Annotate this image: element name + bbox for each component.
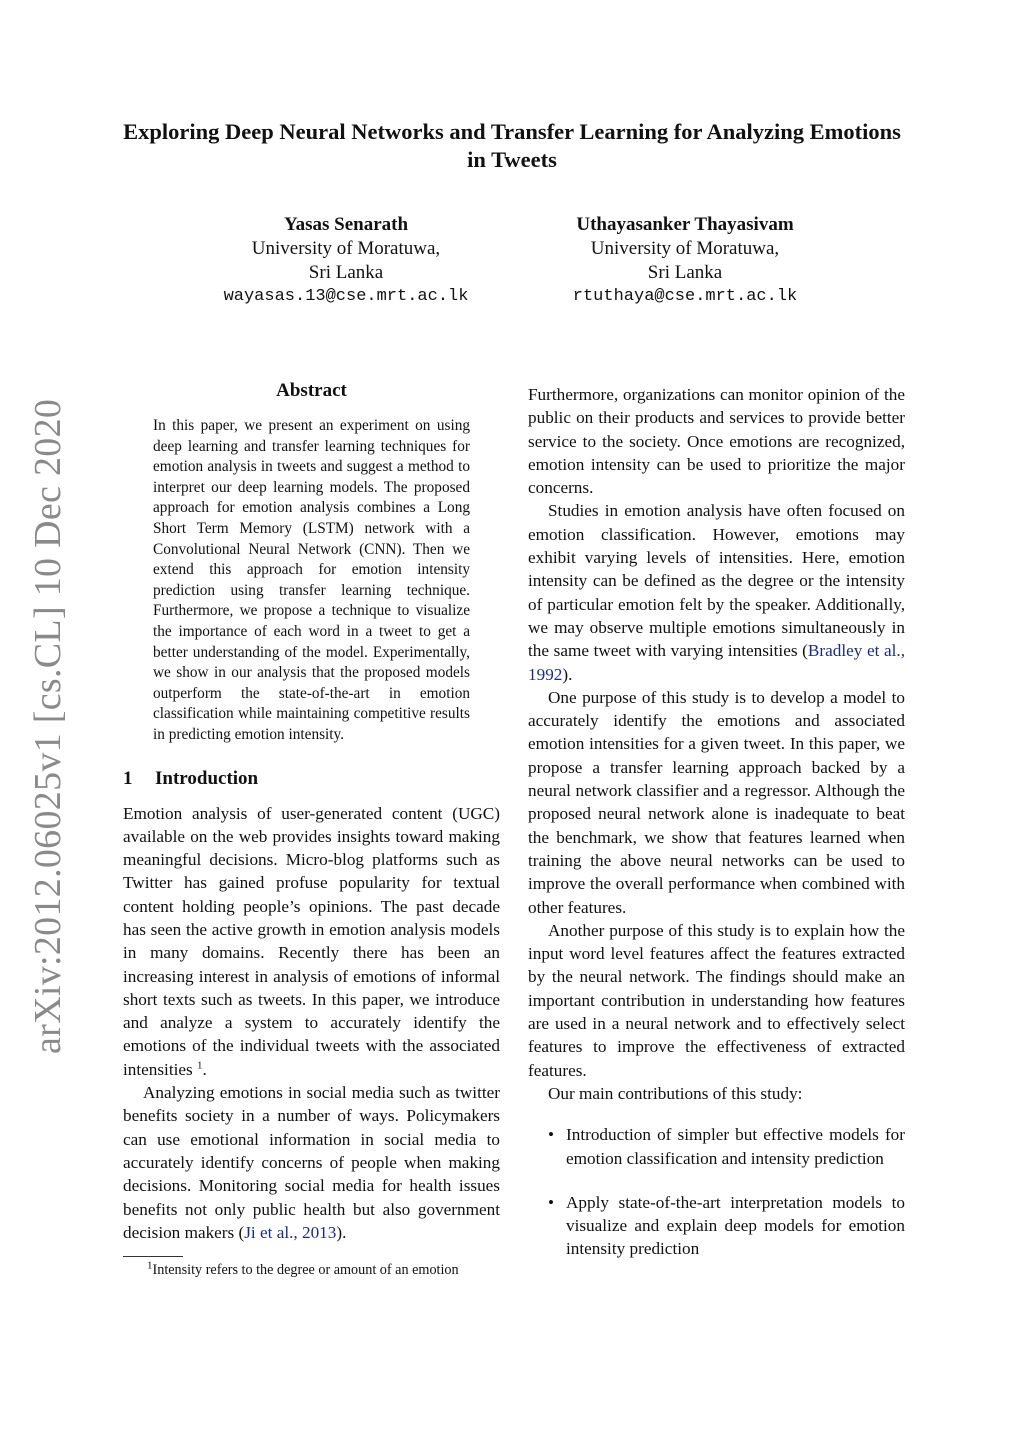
left-column <box>123 380 500 1279</box>
author-name: Yasas Senarath <box>283 214 409 235</box>
intro-paragraph <box>123 802 500 1082</box>
footnote-number: 1 <box>147 1259 153 1272</box>
abstract-text: In this paper, we present an experiment on using deep learning and transfer learning techniques for emotion analysis in tweets and suggest a method to interpret our deep learning models. The proposed approach for emotion analysis combines a Long Short Term Memory (LSTM) network with a Convolutional Neural Network (CNN). Then we extend this approach for emotion intensity prediction using transfer learning technique. Furthermore, we propose a technique to visualize the importance of each word in a tweet to get a better understanding of the model. Experimentally, we show in our analysis that the proposed models outperform the state-of-the-art in emotion classification while maintaining competitive results in predicting emotion intensity. <box>153 417 470 743</box>
paper-title: Exploring Deep Neural Networks and Transfer Learning for Analyzing Emotions in Tweets <box>123 119 901 172</box>
list-item <box>528 1123 905 1170</box>
paragraph-text: Analyzing emotions in social media such as twitter benefits society in a number of ways. Policymakers can use emotional information in social media to accurately identify concerns of people when making decisions. Monitoring social media for health issues benefits not only public health but also government decision makers ( <box>123 1083 500 1242</box>
arxiv-identifier: arXiv:2012.06025v1 [cs.CL] 10 Dec 2020 <box>27 398 69 1054</box>
intro-paragraph: Furthermore, organizations can monitor opinion of the public on their products and services to provide better service to the society. Once emotions are recognized, emotion intensity can be used to prioritize the major concerns. <box>528 385 905 498</box>
list-item <box>528 1191 905 1261</box>
right-column <box>528 383 905 1282</box>
list-item-text: Apply state-of-the-art interpretation models to visualize and explain deep models for emotion intensity prediction <box>566 1192 905 1259</box>
abstract-heading: Abstract <box>276 380 347 401</box>
intro-paragraph <box>123 1081 500 1244</box>
intro-paragraph: One purpose of this study is to develop a model to accurately identify the emotions and associated emotion intensities for a given tweet. In this paper, we propose a transfer learning approach backed by a neural network classifier and a regressor. Although the proposed neural network alone is inadequate to beat the benchmark, we show that features learned when training the above neural networks can be used to improve the overall performance when combined with other features. <box>528 687 905 917</box>
section-title: Introduction <box>155 767 259 789</box>
citation-link[interactable]: Bradley et al., 1992 <box>528 641 906 684</box>
citation-link[interactable]: Ji et al., 2013 <box>244 1222 337 1242</box>
intro-paragraph: Our main contributions of this study: <box>548 1083 803 1103</box>
author-name: Uthayasanker Thayasivam <box>576 214 794 235</box>
author-email: wayasas.13@cse.mrt.ac.lk <box>223 287 469 306</box>
footnote-text: Intensity refers to the degree or amount of an emotion <box>152 1262 459 1279</box>
paragraph-text: Emotion analysis of user-generated content (UGC) available on the web provides insights toward making meaningful decisions. Micro-blog platforms such as Twitter has gained profuse popularity for textual content holding people’s opinions. The past decade has seen the active growth in emotion analysis models in many domains. Recently there has been an increasing interest in analysis of emotions of informal short texts such as tweets. In this paper, we introduce and analyze a system to accurately identify the emotions of the individual tweets with the associated intensities <box>123 803 500 1079</box>
paragraph-text: . <box>202 1059 207 1079</box>
author-affiliation: University of Moratuwa, <box>251 238 441 259</box>
bullet-icon: • <box>548 1192 555 1212</box>
author-block <box>166 213 526 309</box>
paragraph-text: ). <box>562 664 573 684</box>
author-affiliation: University of Moratuwa, <box>590 238 780 259</box>
footnote-marker[interactable]: 1 <box>197 1059 203 1072</box>
author-country: Sri Lanka <box>647 262 723 283</box>
list-item-text: Introduction of simpler but effective models for emotion classification and intensity prediction <box>566 1125 905 1168</box>
footnote <box>123 1261 500 1279</box>
contributions-list <box>528 1123 905 1260</box>
author-email: rtuthaya@cse.mrt.ac.lk <box>572 287 798 306</box>
bullet-icon: • <box>548 1125 555 1145</box>
paragraph-text: ). <box>336 1222 347 1242</box>
author-country: Sri Lanka <box>308 262 384 283</box>
paragraph-text: Studies in emotion analysis have often focused on emotion classification. However, emotions may exhibit varying levels of intensities. Here, emotion intensity can be defined as the degree or the intensity of particular emotion felt by the speaker. Additionally, we may observe multiple emotions simultaneously in the same tweet with varying intensities ( <box>528 501 905 661</box>
author-block <box>505 213 865 309</box>
section-heading <box>123 768 500 790</box>
footnote-divider <box>123 1256 183 1257</box>
section-number: 1 <box>123 767 133 789</box>
intro-paragraph: Another purpose of this study is to explain how the input word level features affect the features extracted by the neural network. The findings should make an important contribution in understanding how features are used in a neural network and to effectively select features to improve the effectiveness of extracted features. <box>528 920 905 1080</box>
intro-paragraph <box>528 499 905 685</box>
